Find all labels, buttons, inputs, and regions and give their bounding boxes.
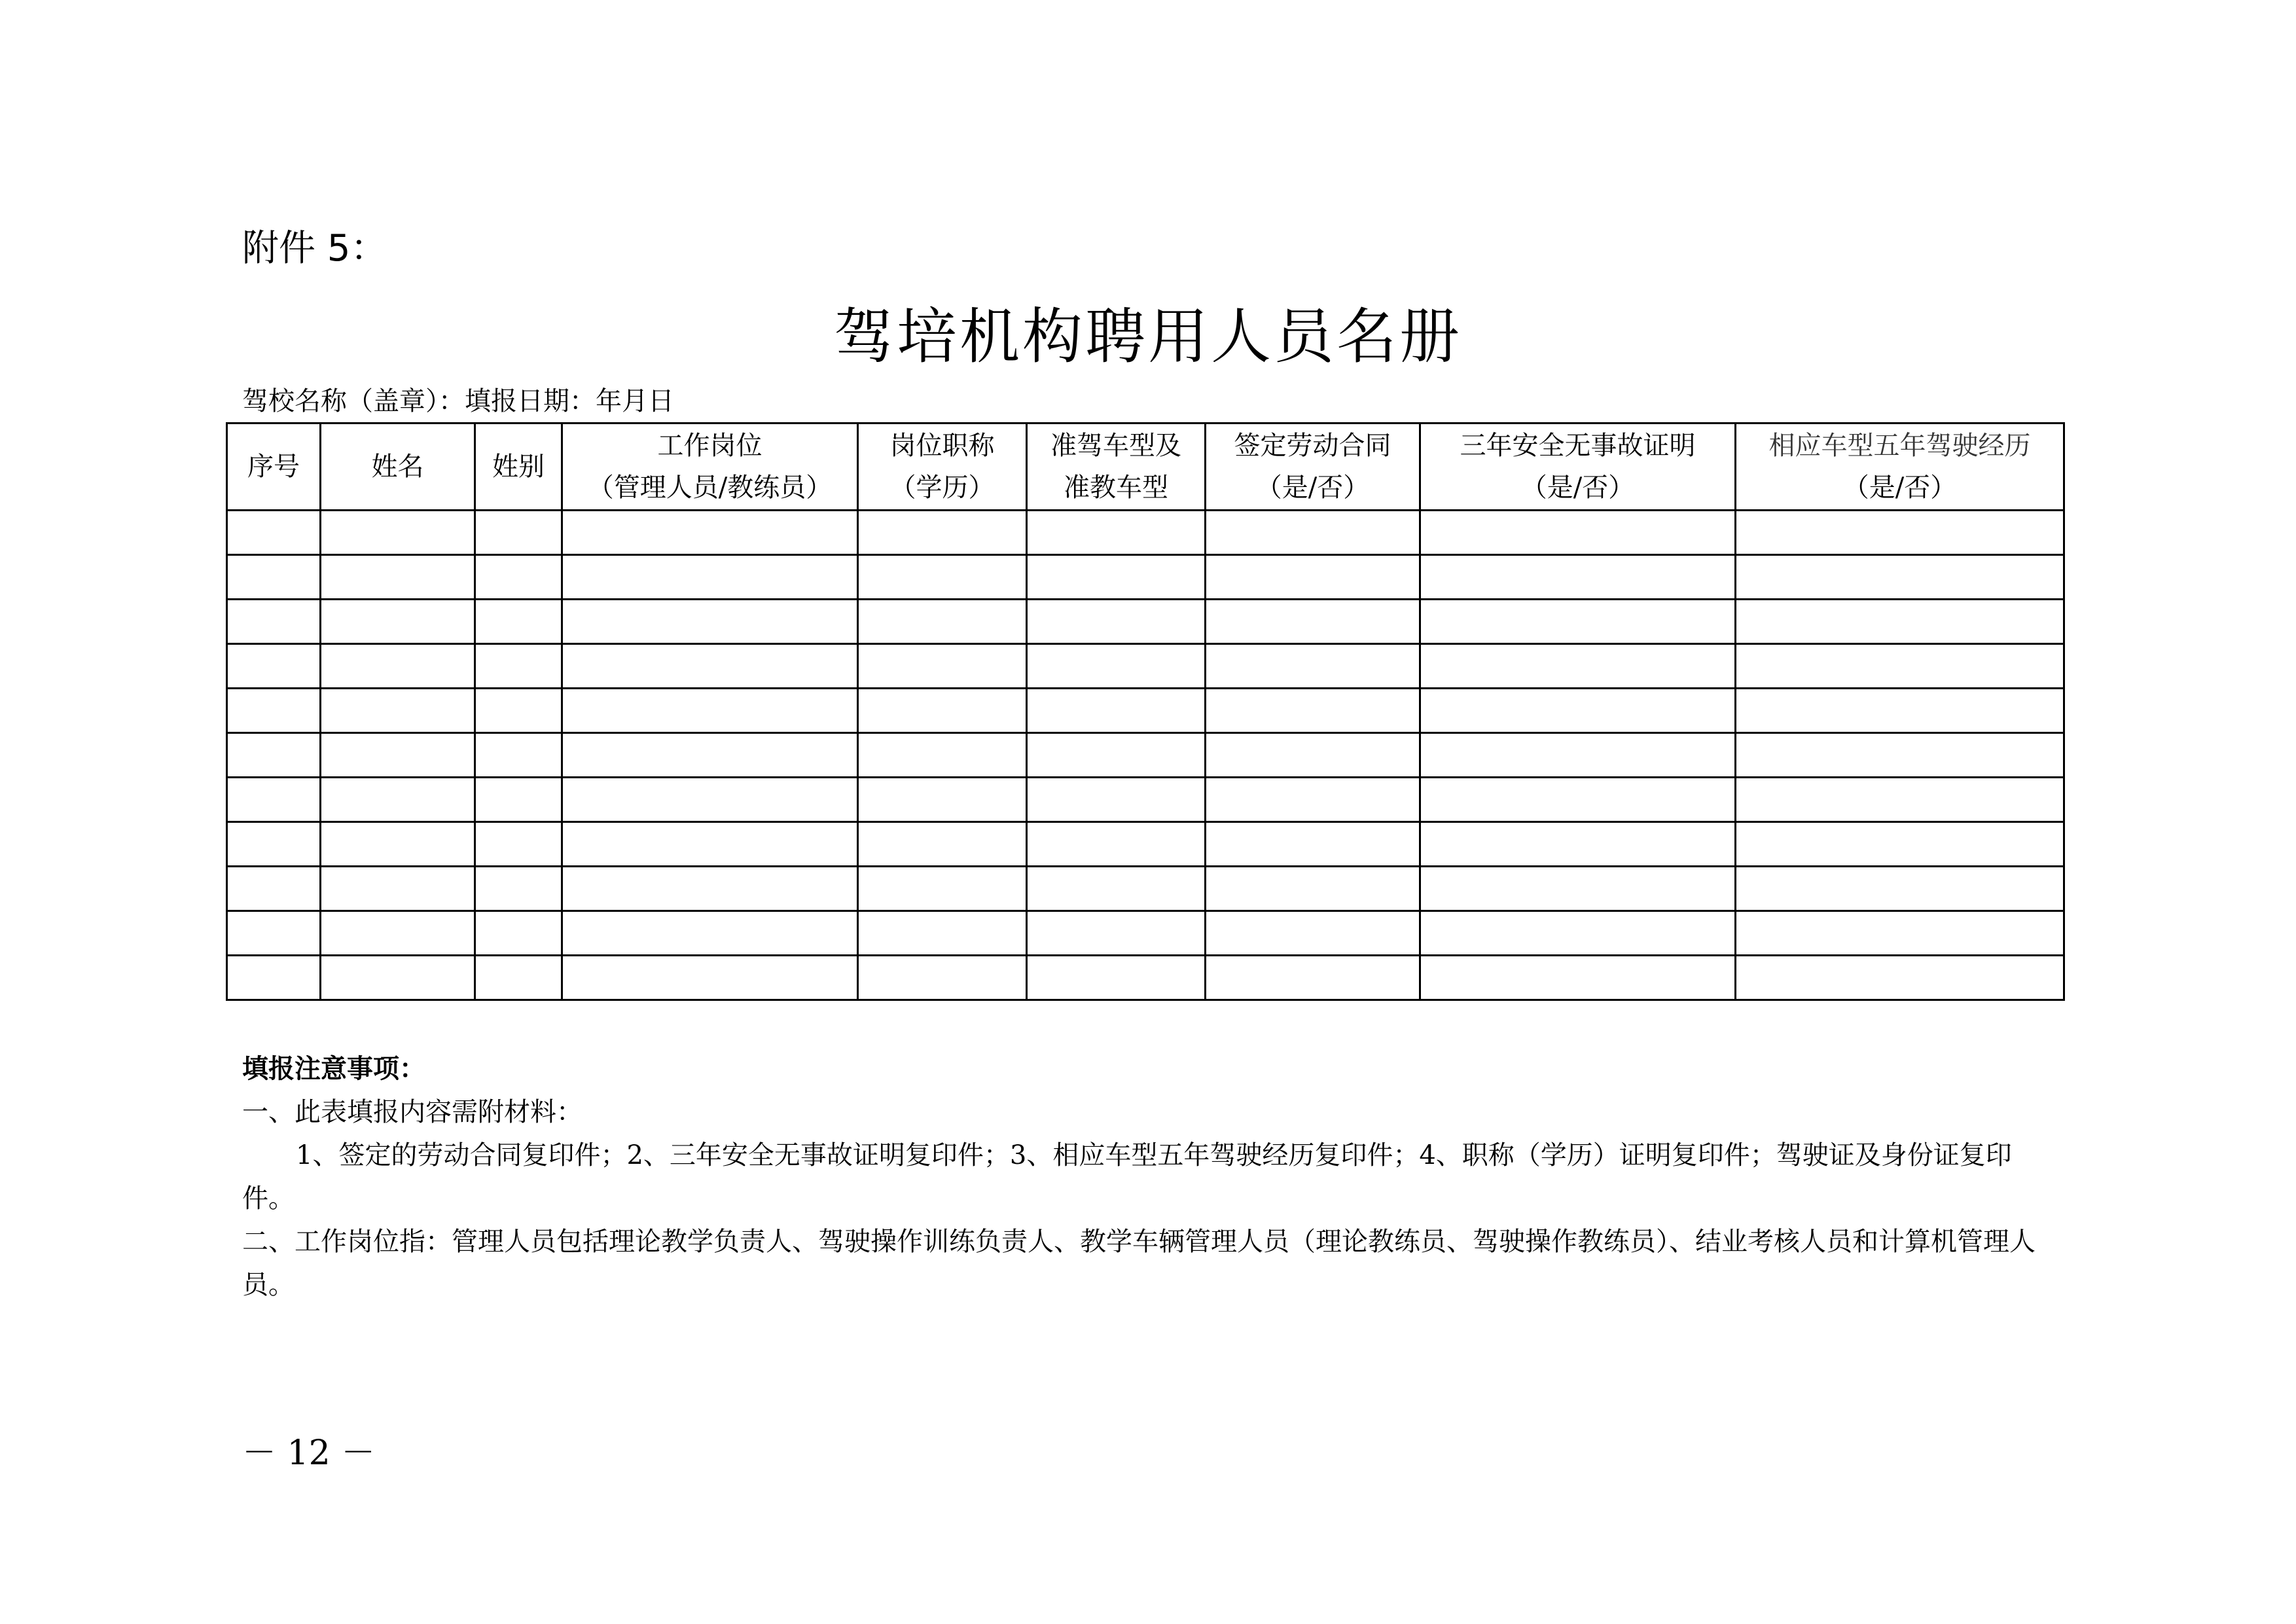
table-cell[interactable] (321, 778, 475, 822)
table-cell[interactable] (1736, 600, 2064, 644)
table-row (227, 555, 2064, 600)
header-safety-record: 三年安全无事故证明 （是/否） (1420, 424, 1736, 511)
table-cell[interactable] (321, 600, 475, 644)
table-cell[interactable] (562, 511, 858, 555)
table-cell[interactable] (321, 689, 475, 733)
table-cell[interactable] (321, 555, 475, 600)
table-cell[interactable] (475, 689, 562, 733)
table-cell[interactable] (1206, 644, 1420, 689)
table-cell[interactable] (1736, 911, 2064, 956)
table-cell[interactable] (475, 644, 562, 689)
table-cell[interactable] (227, 600, 321, 644)
table-cell[interactable] (321, 956, 475, 1000)
table-cell[interactable] (562, 733, 858, 778)
table-cell[interactable] (858, 689, 1027, 733)
header-title: 岗位职称 （学历） (858, 424, 1027, 511)
table-cell[interactable] (858, 733, 1027, 778)
table-row (227, 911, 2064, 956)
table-cell[interactable] (1027, 733, 1206, 778)
table-cell[interactable] (1736, 555, 2064, 600)
table-cell[interactable] (1206, 911, 1420, 956)
table-cell[interactable] (858, 911, 1027, 956)
table-cell[interactable] (562, 956, 858, 1000)
table-cell[interactable] (227, 867, 321, 911)
table-cell[interactable] (1420, 689, 1736, 733)
table-cell[interactable] (1420, 511, 1736, 555)
table-cell[interactable] (475, 911, 562, 956)
table-cell[interactable] (858, 867, 1027, 911)
table-cell[interactable] (227, 778, 321, 822)
table-cell[interactable] (1736, 956, 2064, 1000)
table-cell[interactable] (321, 511, 475, 555)
table-cell[interactable] (227, 911, 321, 956)
table-cell[interactable] (475, 555, 562, 600)
table-cell[interactable] (1420, 822, 1736, 867)
table-cell[interactable] (1736, 822, 2064, 867)
table-cell[interactable] (1027, 511, 1206, 555)
table-cell[interactable] (1027, 600, 1206, 644)
table-cell[interactable] (1420, 733, 1736, 778)
table-cell[interactable] (1206, 778, 1420, 822)
table-row (227, 956, 2064, 1000)
table-cell[interactable] (475, 822, 562, 867)
table-cell[interactable] (858, 778, 1027, 822)
table-cell[interactable] (1027, 822, 1206, 867)
table-cell[interactable] (475, 778, 562, 822)
header-vehicle-type: 准驾车型及 准教车型 (1027, 424, 1206, 511)
header-driving-experience: 相应车型五年驾驶经历 （是/否） (1736, 424, 2064, 511)
table-cell[interactable] (321, 644, 475, 689)
table-row (227, 822, 2064, 867)
table-cell[interactable] (475, 867, 562, 911)
table-cell[interactable] (1420, 555, 1736, 600)
table-cell[interactable] (562, 867, 858, 911)
table-cell[interactable] (227, 644, 321, 689)
header-labor-contract: 签定劳动合同 （是/否） (1206, 424, 1420, 511)
table-cell[interactable] (227, 733, 321, 778)
table-cell[interactable] (475, 511, 562, 555)
table-cell[interactable] (321, 822, 475, 867)
personnel-roster-table (226, 422, 2065, 1001)
table-cell[interactable] (858, 600, 1027, 644)
table-cell[interactable] (227, 555, 321, 600)
table-cell[interactable] (1027, 778, 1206, 822)
table-cell[interactable] (562, 555, 858, 600)
notes-item-1: 一、此表填报内容需附材料： (242, 1097, 583, 1127)
notes-title: 填报注意事项： (242, 1054, 425, 1084)
table-cell[interactable] (562, 689, 858, 733)
page-title: 驾培机构聘用人员名册 (833, 302, 1462, 372)
table-cell[interactable] (321, 733, 475, 778)
page-number: － 12 － (242, 1434, 376, 1473)
table-cell[interactable] (1420, 867, 1736, 911)
table-cell[interactable] (1736, 733, 2064, 778)
table-cell[interactable] (858, 956, 1027, 1000)
table-cell[interactable] (1027, 689, 1206, 733)
attachment-label: 附件 5： (242, 227, 387, 270)
table-cell[interactable] (227, 511, 321, 555)
table-cell[interactable] (1206, 733, 1420, 778)
table-body (227, 511, 2064, 1000)
notes-item-1-detail: 1、签定的劳动合同复印件；2、三年安全无事故证明复印件；3、相应车型五年驾驶经历复印件；4、职称（学历）证明复印件；驾驶证及身份证复印件。 (242, 1140, 2012, 1214)
table-cell[interactable] (1206, 555, 1420, 600)
table-row (227, 689, 2064, 733)
table-cell[interactable] (1206, 600, 1420, 644)
table-header-row (227, 424, 2064, 511)
table-cell[interactable] (1420, 778, 1736, 822)
table-cell[interactable] (1027, 555, 1206, 600)
table-cell[interactable] (858, 822, 1027, 867)
table-cell[interactable] (1736, 867, 2064, 911)
table-cell[interactable] (1420, 600, 1736, 644)
table-cell[interactable] (1206, 867, 1420, 911)
table-cell[interactable] (1027, 911, 1206, 956)
table-cell[interactable] (227, 822, 321, 867)
table-cell[interactable] (858, 511, 1027, 555)
table-cell[interactable] (227, 689, 321, 733)
table-row (227, 867, 2064, 911)
table-cell[interactable] (475, 956, 562, 1000)
table-cell[interactable] (1420, 911, 1736, 956)
table-cell[interactable] (1736, 511, 2064, 555)
table-cell[interactable] (1736, 778, 2064, 822)
table-row (227, 733, 2064, 778)
table-row (227, 600, 2064, 644)
header-index: 序号 (227, 424, 321, 511)
table-cell[interactable] (1206, 689, 1420, 733)
table-cell[interactable] (858, 555, 1027, 600)
table-cell[interactable] (562, 911, 858, 956)
table-cell[interactable] (1206, 956, 1420, 1000)
form-info-line: 驾校名称（盖章）：填报日期：年月日 (242, 386, 674, 416)
table-row (227, 778, 2064, 822)
table-cell[interactable] (858, 644, 1027, 689)
table-cell[interactable] (1736, 689, 2064, 733)
table-cell[interactable] (562, 644, 858, 689)
table-cell[interactable] (1420, 956, 1736, 1000)
table-cell[interactable] (227, 956, 321, 1000)
table-cell[interactable] (321, 867, 475, 911)
table-cell[interactable] (475, 600, 562, 644)
table-cell[interactable] (321, 911, 475, 956)
table-cell[interactable] (562, 600, 858, 644)
notes-item-2: 二、工作岗位指：管理人员包括理论教学负责人、驾驶操作训练负责人、教学车辆管理人员（理论教练员、驾驶操作教练员）、结业考核人员和计算机管理人员。 (242, 1227, 2036, 1300)
table-cell[interactable] (562, 778, 858, 822)
table-cell[interactable] (1206, 822, 1420, 867)
header-name: 姓名 (321, 424, 475, 511)
header-position: 工作岗位 （管理人员/教练员） (562, 424, 858, 511)
table-cell[interactable] (1027, 644, 1206, 689)
header-gender: 姓别 (475, 424, 562, 511)
table-cell[interactable] (1420, 644, 1736, 689)
table-cell[interactable] (1027, 867, 1206, 911)
notes-section (242, 1047, 2062, 1307)
table-cell[interactable] (1206, 511, 1420, 555)
table-row (227, 511, 2064, 555)
table-cell[interactable] (475, 733, 562, 778)
table-cell[interactable] (562, 822, 858, 867)
table-row (227, 644, 2064, 689)
table-cell[interactable] (1736, 644, 2064, 689)
table-cell[interactable] (1027, 956, 1206, 1000)
